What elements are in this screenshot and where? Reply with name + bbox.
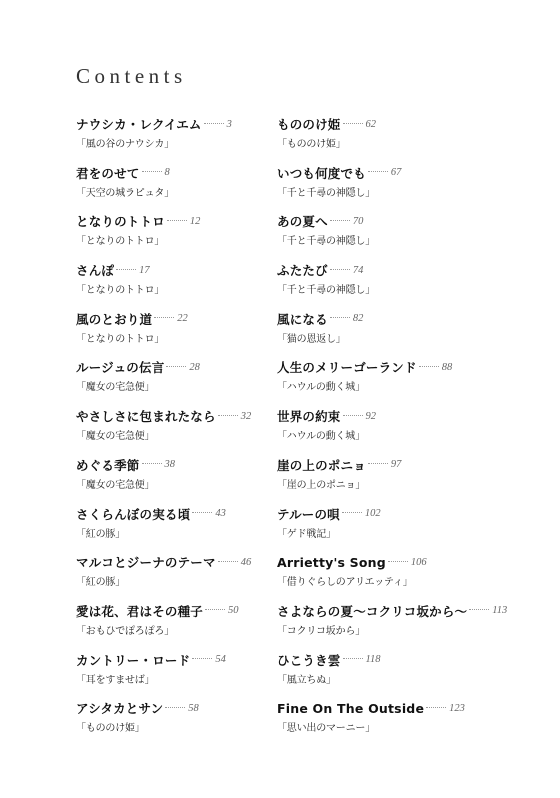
toc-entry[interactable] [277,552,517,601]
page-number: 58 [188,702,199,714]
dot-leader [205,609,225,610]
page-number: 74 [352,264,364,276]
toc-entry[interactable] [277,260,517,309]
song-title: もののけ姫 [277,117,341,132]
film-title: 「魔女の宅急便」 [76,382,155,394]
film-title: 「もののけ姫」 [277,139,346,150]
page-number: 22 [177,313,188,325]
film-title: 「紅の豚」 [76,577,125,589]
film-title: 「となりのトトロ」 [76,285,165,297]
film-title: 「コクリコ坂から」 [277,625,365,637]
song-title: さんぽ [76,263,115,279]
page-number: 8 [164,167,170,179]
film-title: 「ハウルの動く城」 [277,431,365,443]
toc-entry[interactable] [277,406,517,455]
page-number: 38 [164,459,176,471]
dot-leader [154,317,174,318]
film-title: 「千と千尋の神隠し」 [277,285,375,297]
song-title: 君をのせて [76,165,140,181]
film-title: 「耳をすませば」 [76,674,155,686]
song-title: アシタカとサン [76,701,164,717]
dot-leader [343,658,363,659]
dot-leader [368,171,388,172]
page-number: 54 [215,654,226,666]
page-number: 123 [449,702,465,714]
page-number: 118 [365,654,381,666]
dot-leader [166,366,186,367]
song-title: 風になる [277,311,328,327]
film-title: 「もののけ姫」 [76,723,145,735]
dot-leader [330,317,350,318]
toc-entry[interactable] [277,601,517,650]
dot-leader [167,220,187,221]
film-title: 「天空の城ラピュタ」 [76,187,174,199]
toc-column-right [277,114,517,747]
toc-entry[interactable] [277,309,517,358]
song-title: 愛は花、君はその種子 [76,603,204,619]
dot-leader [218,415,238,416]
dot-leader [426,707,446,708]
song-title: 人生のメリーゴーランド [277,360,417,376]
toc-entry[interactable] [277,455,517,504]
film-title: 「魔女の宅急便」 [76,479,155,491]
page-number: 3 [226,118,232,130]
film-title: 「猫の恩返し」 [277,333,346,345]
page-number: 70 [352,215,364,227]
song-title: 風のとおり道 [76,311,153,327]
song-title: やさしさに包まれたなら [76,409,216,425]
dot-leader [204,123,224,124]
toc-entry[interactable] [277,163,517,212]
toc-entry[interactable] [277,114,517,163]
film-title: 「風の谷のナウシカ」 [76,139,174,150]
film-title: 「思い出のマーニー」 [277,723,375,735]
page-number: 97 [390,459,402,471]
film-title: 「崖の上のポニョ」 [277,479,366,491]
song-title: 世界の約束 [277,409,341,425]
film-title: 「借りぐらしのアリエッティ」 [277,577,413,589]
dot-leader [419,366,439,367]
film-title: 「となりのトトロ」 [76,333,165,345]
page-number: 102 [364,508,381,519]
page-number: 46 [240,556,252,568]
dot-leader [116,269,136,270]
page-number: 12 [189,215,201,227]
song-title: さよならの夏～コクリコ坂から～ [277,603,468,619]
dot-leader [330,269,350,270]
song-title: マルコとジーナのテーマ [76,555,216,571]
dot-leader [343,123,363,124]
song-title: めぐる季節 [76,457,140,473]
contents-heading: Contents [76,64,187,88]
toc-entry[interactable] [277,650,517,699]
dot-leader [218,561,238,562]
song-title: あの夏へ [277,214,328,230]
dot-leader [142,463,162,464]
dot-leader [165,707,185,708]
film-title: 「魔女の宅急便」 [76,431,155,443]
dot-leader [469,609,489,610]
song-title: Arrietty's Song [277,554,386,570]
film-title: 「紅の豚」 [76,528,125,540]
song-title: さくらんぼの実る頃 [76,506,191,522]
page-number: 92 [365,410,377,422]
film-title: 「となりのトトロ」 [76,236,165,248]
page-number: 113 [492,605,508,617]
song-title: となりのトトロ [76,214,165,230]
dot-leader [142,171,162,172]
toc-entry[interactable] [277,504,517,553]
toc-entry[interactable] [277,357,517,406]
song-title: テルーの唄 [277,506,340,522]
dot-leader [342,512,362,513]
film-title: 「千と千尋の神隠し」 [277,187,375,199]
page-number: 88 [441,361,453,373]
song-title: いつも何度でも [277,165,366,181]
song-title: カントリー・ロード [76,652,191,668]
page-number: 32 [240,410,252,422]
song-title: 崖の上のポニョ [277,457,366,473]
film-title: 「風立ちぬ」 [277,674,336,686]
film-title: 「おもひでぽろぽろ」 [76,625,174,637]
toc-entry[interactable] [277,211,517,260]
dot-leader [192,658,212,659]
dot-leader [388,561,408,562]
page-number: 17 [139,264,150,276]
dot-leader [368,463,388,464]
page-number: 43 [215,508,226,519]
film-title: 「千と千尋の神隠し」 [277,236,375,248]
page-number: 50 [228,605,239,617]
toc-entry[interactable] [277,698,517,747]
page-number: 106 [410,556,427,568]
page-number: 82 [352,313,364,325]
dot-leader [330,220,350,221]
song-title: ふたたび [277,263,328,279]
song-title: ルージュの伝言 [76,360,165,376]
song-title: ひこうき雲 [277,652,341,668]
film-title: 「ゲド戦記」 [277,528,336,540]
dot-leader [192,512,212,513]
song-title: Fine On The Outside [277,700,425,716]
page-number: 67 [390,167,402,179]
page-number: 28 [189,361,200,373]
page-number: 62 [365,118,377,130]
song-title: ナウシカ・レクイエム [76,117,202,132]
film-title: 「ハウルの動く城」 [277,382,365,394]
dot-leader [343,415,363,416]
